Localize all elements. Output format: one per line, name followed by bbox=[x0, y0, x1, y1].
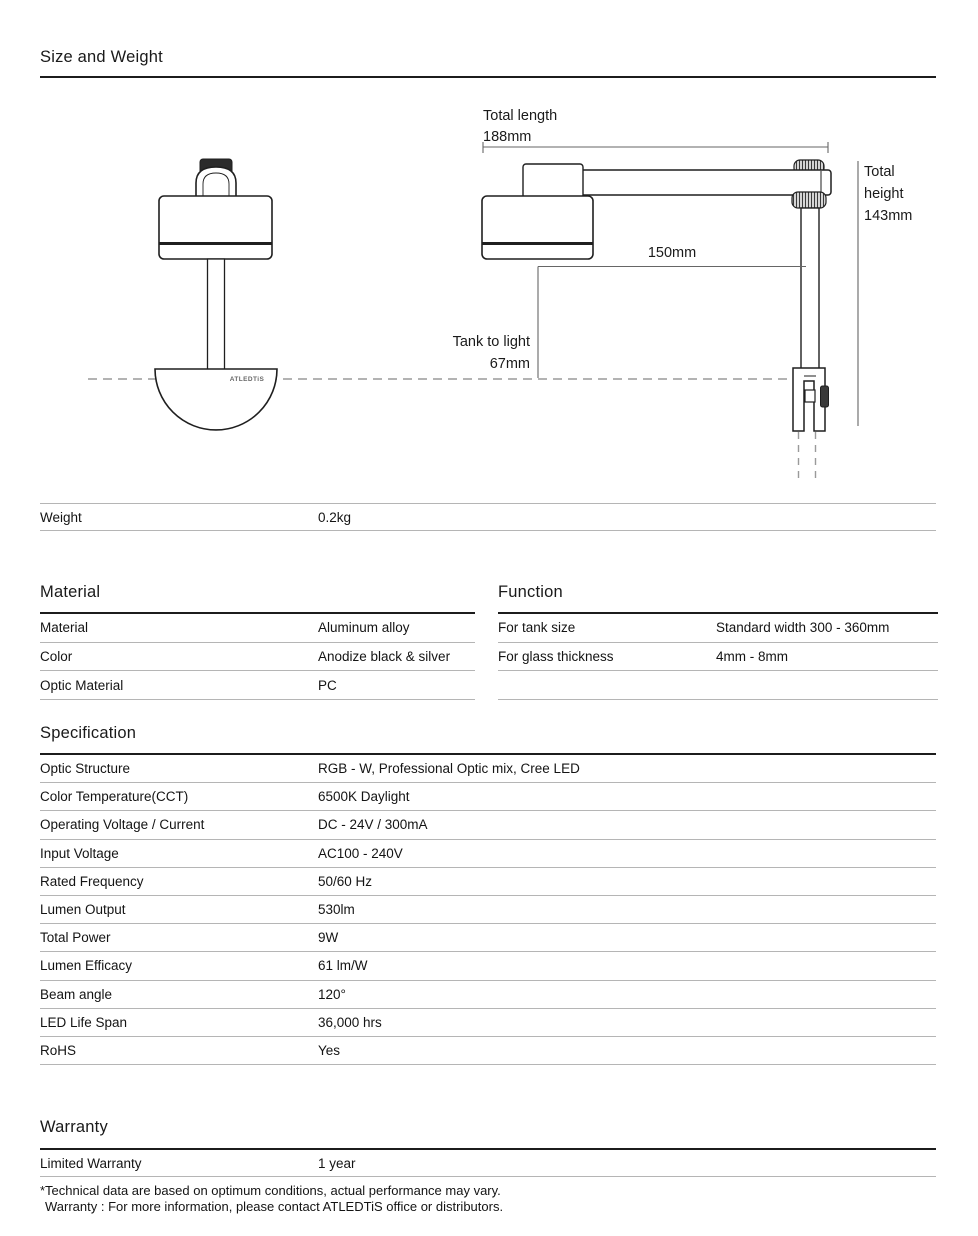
row-value: Standard width 300 - 360mm bbox=[716, 620, 890, 636]
support-arm bbox=[560, 170, 831, 195]
row-value: 4mm - 8mm bbox=[716, 649, 788, 665]
mount-block bbox=[523, 164, 583, 198]
table-row bbox=[498, 643, 938, 672]
table-row bbox=[40, 504, 936, 531]
total-height-label-1: Total bbox=[864, 164, 895, 180]
front-view bbox=[155, 159, 277, 430]
row-value: Aluminum alloy bbox=[318, 620, 410, 636]
row-label: Lumen Efficacy bbox=[40, 958, 133, 974]
lamp-body-front bbox=[159, 196, 272, 259]
clamp-screw-knob bbox=[821, 386, 829, 407]
table-row bbox=[40, 755, 936, 783]
table-row bbox=[40, 671, 475, 700]
hook-arch-inner bbox=[203, 173, 229, 198]
row-label: Input Voltage bbox=[40, 845, 119, 861]
row-value: 0.2kg bbox=[318, 509, 352, 525]
total-height-label-2: height bbox=[864, 186, 904, 202]
dimension-total-height bbox=[858, 161, 912, 426]
dimension-total-length bbox=[483, 108, 828, 153]
row-value: 530lm bbox=[318, 902, 355, 918]
row-value: 61 lm/W bbox=[318, 958, 368, 974]
table-row bbox=[498, 671, 938, 700]
side-view bbox=[482, 160, 831, 482]
row-value: DC - 24V / 300mA bbox=[318, 817, 428, 833]
table-row bbox=[40, 783, 936, 811]
product-dimension-diagram bbox=[0, 0, 978, 505]
lamp-stem bbox=[208, 259, 225, 371]
row-label: Optic Material bbox=[40, 677, 124, 693]
tank-to-light-label: Tank to light bbox=[452, 334, 530, 350]
warranty-table bbox=[40, 1148, 936, 1177]
table-row bbox=[40, 1150, 936, 1177]
table-row bbox=[40, 643, 475, 672]
page-title: Size and Weight bbox=[40, 48, 163, 66]
row-label: Optic Structure bbox=[40, 761, 131, 777]
row-label: RoHS bbox=[40, 1042, 77, 1058]
lower-knurled-knob bbox=[792, 192, 826, 208]
table-row bbox=[40, 1037, 936, 1065]
row-label: Beam angle bbox=[40, 986, 113, 1002]
dimension-arm-length bbox=[538, 245, 806, 378]
row-value: PC bbox=[318, 677, 337, 693]
row-label: For glass thickness bbox=[498, 649, 614, 665]
weight-table bbox=[40, 503, 936, 531]
table-row bbox=[40, 840, 936, 868]
footnotes bbox=[40, 1183, 503, 1215]
row-value: 9W bbox=[318, 930, 339, 946]
row-value: Yes bbox=[318, 1042, 341, 1058]
total-height-value: 143mm bbox=[864, 208, 913, 224]
table-row bbox=[40, 1009, 936, 1037]
table-row bbox=[40, 981, 936, 1009]
row-value: RGB - W, Professional Optic mix, Cree LED bbox=[318, 761, 580, 777]
table-row bbox=[40, 868, 936, 896]
footnote-technical: *Technical data are based on optimum conditions, actual performance may vary. bbox=[40, 1183, 501, 1198]
row-value: 50/60 Hz bbox=[318, 873, 373, 889]
row-label: Operating Voltage / Current bbox=[40, 817, 205, 833]
table-row bbox=[40, 614, 475, 643]
specification-table bbox=[40, 753, 936, 1065]
material-table bbox=[40, 612, 475, 700]
row-label: LED Life Span bbox=[40, 1014, 128, 1030]
clamp-pad bbox=[805, 390, 815, 402]
row-label: Weight bbox=[40, 509, 82, 525]
table-row bbox=[40, 896, 936, 924]
support-post bbox=[801, 208, 819, 370]
brand-logo-text: ATLEDTiS bbox=[229, 376, 265, 383]
row-label: Limited Warranty bbox=[40, 1155, 142, 1171]
row-label: Color bbox=[40, 649, 73, 665]
arm-length-value: 150mm bbox=[647, 245, 697, 261]
tank-to-light-value: 67mm bbox=[489, 356, 530, 372]
row-label: Lumen Output bbox=[40, 902, 126, 918]
total-length-value: 188mm bbox=[483, 129, 532, 145]
row-value: Anodize black & silver bbox=[318, 649, 451, 665]
row-value: 120° bbox=[318, 986, 346, 1002]
row-label: Rated Frequency bbox=[40, 873, 144, 889]
row-value: AC100 - 240V bbox=[318, 845, 403, 861]
row-value: 1 year bbox=[318, 1155, 356, 1171]
row-label: Total Power bbox=[40, 930, 111, 946]
lamp-body-side bbox=[482, 196, 593, 259]
dimension-tank-to-light bbox=[453, 334, 530, 372]
function-heading: Function bbox=[498, 583, 563, 601]
row-label: Material bbox=[40, 620, 89, 636]
table-row bbox=[40, 952, 936, 980]
function-table bbox=[498, 612, 938, 700]
table-row bbox=[40, 811, 936, 839]
row-value: 6500K Daylight bbox=[318, 789, 410, 805]
total-length-label: Total length bbox=[483, 108, 558, 124]
table-row bbox=[40, 924, 936, 952]
row-value: 36,000 hrs bbox=[318, 1014, 382, 1030]
table-row bbox=[498, 614, 938, 643]
row-label: Color Temperature(CCT) bbox=[40, 789, 189, 805]
specification-heading: Specification bbox=[40, 724, 137, 742]
row-label: For tank size bbox=[498, 620, 576, 636]
warranty-heading: Warranty bbox=[40, 1118, 108, 1136]
material-heading: Material bbox=[40, 583, 101, 601]
footnote-warranty: Warranty : For more information, please contact ATLEDTiS office or distributors. bbox=[45, 1198, 504, 1214]
